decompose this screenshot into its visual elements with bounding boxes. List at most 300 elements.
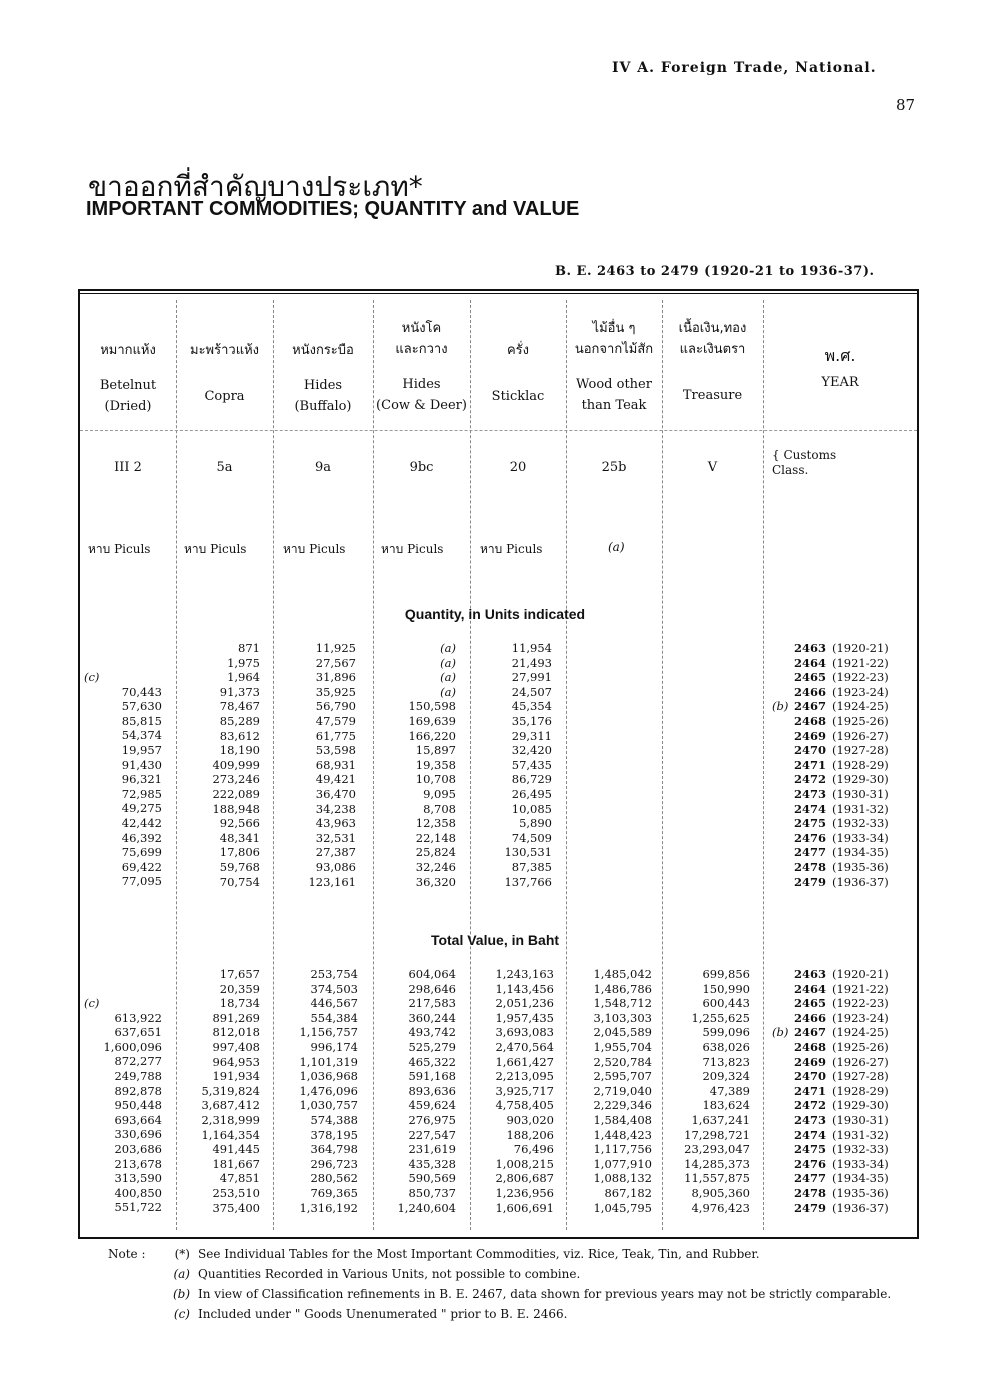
year-be: 2473 (793, 1112, 826, 1127)
year-row (772, 641, 889, 656)
table-cell: 491,445 (212, 1142, 260, 1157)
col-header-copra: มะพร้าวแห้ง Copra (190, 343, 259, 404)
unit-hides-buffalo: หาบ Piculs (283, 542, 346, 556)
year-mark: (b) (772, 1025, 789, 1040)
table-cell: 1,164,354 (201, 1127, 260, 1142)
table-cell: 8,905,360 (691, 1185, 750, 1200)
year-be: 2468 (793, 1039, 826, 1054)
table-cell: 83,612 (219, 728, 260, 743)
table-cell: 23,293,047 (684, 1142, 750, 1157)
table-cell: 1,661,427 (495, 1054, 554, 1069)
unit-copra: หาบ Piculs (184, 542, 247, 556)
table-cell: 867,182 (604, 1185, 652, 1200)
table-cell: 2,470,564 (495, 1039, 554, 1054)
table-cell: 1,101,319 (299, 1054, 358, 1069)
table-cell: 222,089 (212, 786, 260, 801)
table-cell: 1,088,132 (593, 1171, 652, 1186)
table-cell: 713,823 (702, 1054, 750, 1069)
table-cell: 11,954 (511, 641, 552, 655)
year-ad: (1932-33) (832, 816, 889, 831)
year-ad: (1927-28) (832, 743, 889, 758)
year-be: 2467 (793, 1025, 826, 1040)
table-cell: 150,598 (408, 699, 456, 714)
table-cell: 400,850 (114, 1185, 162, 1200)
year-ad: (1934-35) (832, 1171, 889, 1186)
table-cell: 1,036,968 (299, 1069, 358, 1084)
table-cell: 872,277 (114, 1054, 162, 1069)
table-cell: 253,754 (310, 967, 358, 981)
table-cell: 47,851 (219, 1171, 260, 1186)
table-cell: 600,443 (702, 996, 750, 1011)
val-copra-col (180, 967, 260, 1215)
qty-betelnut-col (84, 670, 162, 889)
year-row (772, 845, 889, 860)
table-cell: 227,547 (408, 1127, 456, 1142)
table-cell: 72,985 (121, 786, 162, 801)
table-cell: 42,442 (121, 815, 162, 830)
table-cell: 2,229,346 (593, 1098, 652, 1113)
table-cell: 493,742 (408, 1025, 456, 1040)
year-row (772, 1098, 889, 1113)
year-row (772, 772, 889, 787)
year-ad: (1920-21) (832, 641, 889, 655)
year-ad: (1926-27) (832, 1054, 889, 1069)
table-cell: 57,630 (121, 699, 162, 714)
table-cell: 59,768 (219, 859, 260, 874)
table-cell: 1,008,215 (495, 1156, 554, 1171)
table-cell: 49,275 (121, 801, 162, 816)
year-be: 2478 (793, 859, 826, 874)
table-cell: 61,775 (315, 728, 356, 743)
year-row (772, 996, 889, 1011)
table-cell: 213,678 (114, 1156, 162, 1171)
table-cell: 75,699 (121, 845, 162, 860)
table-cell: 997,408 (212, 1039, 260, 1054)
table-cell: 183,624 (702, 1098, 750, 1113)
table-cell: 87,385 (511, 859, 552, 874)
table-cell: 85,289 (219, 713, 260, 728)
table-cell: 950,448 (114, 1098, 162, 1113)
table-cell: 903,020 (506, 1112, 554, 1127)
table-cell: 1,030,757 (299, 1098, 358, 1113)
table-cell: 17,806 (219, 845, 260, 860)
year-ad: (1926-27) (832, 728, 889, 743)
table-cell: 19,358 (415, 757, 456, 772)
table-cell: 693,664 (114, 1112, 162, 1127)
table-cell: 590,569 (408, 1171, 456, 1186)
column-divider (566, 300, 567, 1230)
table-cell: 613,922 (114, 1010, 162, 1025)
table-cell: 17,298,721 (684, 1127, 750, 1142)
table-cell: 3,925,717 (495, 1083, 554, 1098)
year-ad: (1922-23) (832, 670, 889, 685)
table-cell: 1,606,691 (495, 1200, 554, 1215)
table-cell: 1,156,757 (299, 1025, 358, 1040)
table-cell: 3,687,412 (201, 1098, 260, 1113)
year-row (772, 729, 889, 744)
table-cell: 1,486,786 (593, 981, 652, 996)
year-be: 2472 (793, 772, 826, 787)
val-sticklac-col (472, 967, 554, 1215)
table-cell: 57,435 (511, 757, 552, 772)
year-ad: (1933-34) (832, 830, 889, 845)
class-wood: 25b (601, 460, 627, 475)
table-cell: 96,321 (121, 772, 162, 787)
col-header-sticklac: ครั่ง Sticklac (491, 343, 545, 404)
table-cell: 68,931 (315, 757, 356, 772)
column-divider (763, 300, 764, 1230)
table-cell: 2,213,095 (495, 1069, 554, 1084)
year-row (772, 656, 889, 671)
table-cell: 169,639 (408, 713, 456, 728)
table-cell: 93,086 (315, 859, 356, 874)
year-ad: (1931-32) (832, 801, 889, 816)
val-hides-cow-col (376, 967, 456, 1215)
year-ad: (1922-23) (832, 996, 889, 1011)
unit-sticklac: หาบ Piculs (480, 542, 543, 556)
table-cell: 1,975 (227, 655, 260, 670)
col-header-wood: ไม้อื่น ๆ นอกจากไม้สัก Wood other than Teak (574, 321, 654, 413)
table-cell: 32,246 (415, 859, 456, 874)
table-cell: 92,566 (219, 816, 260, 831)
year-row (772, 1201, 889, 1216)
note-row: Note : (*) See Individual Tables for the Most Important Commodities, viz. Rice, Teak, Tin, and Rubber. (108, 1247, 760, 1261)
table-cell: 4,758,405 (495, 1098, 554, 1113)
table-cell: 166,220 (408, 728, 456, 743)
table-cell: 20,359 (219, 981, 260, 996)
year-be: 2477 (793, 845, 826, 860)
table-cell: 893,636 (408, 1083, 456, 1098)
table-cell: 1,117,756 (593, 1142, 652, 1157)
note-row: (c) Included under " Goods Unenumerated " prior to B. E. 2466. (173, 1307, 568, 1321)
col-header-hides-cow: หนังโคและกวาง Hides (Cow & Deer) (376, 321, 467, 413)
table-cell: 374,503 (310, 981, 358, 996)
unit-hides-cow: หาบ Piculs (381, 542, 444, 556)
table-cell: 78,467 (219, 699, 260, 714)
column-divider (176, 300, 177, 1230)
table-cell: 43,963 (315, 816, 356, 831)
table-cell: 188,948 (212, 801, 260, 816)
col-header-hides-buffalo: หนังกระบือ Hides (Buffalo) (292, 343, 354, 414)
table-cell: 891,269 (212, 1010, 260, 1025)
table-cell: 27,567 (315, 655, 356, 670)
table-cell: 14,285,373 (684, 1156, 750, 1171)
table-cell: 1,476,096 (299, 1083, 358, 1098)
unit-wood: (a) (608, 540, 625, 554)
val-wood-col (570, 967, 652, 1215)
year-be: 2464 (793, 981, 826, 996)
year-row (772, 758, 889, 773)
table-cell: 554,384 (310, 1010, 358, 1025)
table-cell: 47,579 (315, 713, 356, 728)
table-cell: 638,026 (702, 1039, 750, 1054)
table-cell: 892,878 (114, 1083, 162, 1098)
class-hides-buffalo: 9a (314, 460, 332, 475)
table-cell: 18,734 (219, 996, 260, 1011)
year-ad: (1935-36) (832, 1185, 889, 1200)
year-be: 2468 (793, 713, 826, 728)
table-cell: 70,443 (121, 684, 162, 699)
table-cell: 996,174 (310, 1039, 358, 1054)
year-be: 2475 (793, 1142, 826, 1157)
table-cell: 280,562 (310, 1171, 358, 1186)
table-cell: 35,176 (511, 713, 552, 728)
table-cell: 1,600,096 (103, 1039, 162, 1054)
table-cell: (a) (440, 655, 456, 670)
note-row: (b) In view of Classification refinements in B. E. 2467, data shown for previous years may not be strictly comparable. (172, 1287, 892, 1301)
column-divider (373, 300, 374, 1230)
notes-block (108, 1244, 891, 1324)
year-row (772, 1040, 889, 1055)
table-cell: 551,722 (114, 1200, 162, 1215)
table-cell: 2,045,589 (593, 1025, 652, 1040)
table-cell: 599,096 (702, 1025, 750, 1040)
table-cell: 10,085 (511, 801, 552, 816)
year-ad: (1935-36) (832, 859, 889, 874)
table-cell: 1,243,163 (495, 967, 554, 981)
table-cell: 10,708 (415, 772, 456, 787)
table-cell: 191,934 (212, 1069, 260, 1084)
year-row (772, 1069, 889, 1084)
table-cell: (c) (84, 670, 100, 684)
table-cell: 276,975 (408, 1112, 456, 1127)
thai-title: ขาออกที่สำคัญบางประเภท* (88, 170, 423, 203)
year-ad: (1923-24) (832, 1010, 889, 1025)
table-cell: (a) (440, 684, 456, 699)
year-be: 2474 (793, 801, 826, 816)
year-be: 2470 (793, 743, 826, 758)
val-betelnut-col (84, 996, 162, 1215)
year-row (772, 1025, 889, 1040)
year-row (772, 1142, 889, 1157)
table-cell: 22,148 (415, 830, 456, 845)
year-row (772, 787, 889, 802)
table-cell: 574,388 (310, 1112, 358, 1127)
year-be: 2465 (793, 996, 826, 1011)
table-cell: 188,206 (506, 1127, 554, 1142)
table-cell: 48,341 (219, 830, 260, 845)
table-cell: 1,448,423 (593, 1127, 652, 1142)
table-cell: 12,358 (415, 816, 456, 831)
year-row (772, 1157, 889, 1172)
table-cell: 26,495 (511, 786, 552, 801)
table-cell: 604,064 (408, 967, 456, 981)
table-cell: 130,531 (504, 845, 552, 860)
year-be: 2472 (793, 1098, 826, 1113)
table-cell: 32,420 (511, 743, 552, 758)
table-cell: 69,422 (121, 859, 162, 874)
qty-copra-col (180, 641, 260, 889)
year-row (772, 1011, 889, 1026)
year-be: 2469 (793, 1054, 826, 1069)
year-row (772, 1113, 889, 1128)
table-cell: 17,657 (219, 967, 260, 981)
year-row (772, 685, 889, 700)
table-cell: 31,896 (315, 670, 356, 685)
table-cell: 1,077,910 (593, 1156, 652, 1171)
year-row (772, 1084, 889, 1099)
year-row (772, 1186, 889, 1201)
table-cell: 2,806,687 (495, 1171, 554, 1186)
table-cell: 1,143,456 (495, 981, 554, 996)
year-be: 2463 (793, 641, 826, 655)
year-ad: (1923-24) (832, 684, 889, 699)
table-cell: 249,788 (114, 1068, 162, 1083)
table-cell: 591,168 (408, 1069, 456, 1084)
table-cell: 91,430 (121, 757, 162, 772)
table-cell: 435,328 (408, 1156, 456, 1171)
year-ad: (1920-21) (832, 967, 889, 981)
class-treasure: V (707, 460, 718, 475)
table-cell: 699,856 (702, 967, 750, 981)
table-cell: 1,957,435 (495, 1010, 554, 1025)
qty-hides-buffalo-col (276, 641, 356, 889)
table-cell: 2,595,707 (593, 1069, 652, 1084)
table-cell: 1,045,795 (593, 1200, 652, 1215)
year-ad: (1925-26) (832, 1039, 889, 1054)
year-row (772, 1128, 889, 1143)
page-title: IMPORTANT COMMODITIES; QUANTITY and VALUE (86, 198, 580, 220)
year-row (772, 831, 889, 846)
year-be: 2473 (793, 786, 826, 801)
table-cell: 19,957 (121, 742, 162, 757)
value-section-title: Total Value, in Baht (430, 932, 560, 948)
table-cell: 36,320 (415, 874, 456, 889)
year-row (772, 982, 889, 997)
table-cell: 86,729 (511, 772, 552, 787)
column-divider (273, 300, 274, 1230)
year-ad: (1929-30) (832, 1098, 889, 1113)
table-cell: 11,925 (315, 641, 356, 655)
year-ad: (1921-22) (832, 655, 889, 670)
table-cell: 11,557,875 (684, 1171, 750, 1186)
class-copra: 5a (216, 460, 233, 475)
table-cell: 1,485,042 (593, 967, 652, 981)
year-row (772, 875, 889, 890)
year-be: 2467 (793, 699, 826, 714)
table-cell: 273,246 (212, 772, 260, 787)
year-row (772, 1171, 889, 1186)
qty-year-col (772, 641, 889, 889)
table-cell: 54,374 (121, 728, 162, 743)
val-treasure-col (664, 967, 750, 1215)
table-cell: 203,686 (114, 1141, 162, 1156)
year-ad: (1924-25) (832, 699, 889, 714)
table-cell: 871 (238, 641, 260, 655)
table-cell: 91,373 (219, 684, 260, 699)
col-header-year: พ.ศ. YEAR (821, 346, 859, 390)
year-ad: (1934-35) (832, 845, 889, 860)
table-cell: 18,190 (219, 743, 260, 758)
year-ad: (1928-29) (832, 757, 889, 772)
year-row (772, 816, 889, 831)
year-be: 2471 (793, 1083, 826, 1098)
val-hides-buffalo-col (276, 967, 358, 1215)
table-cell: 253,510 (212, 1185, 260, 1200)
year-be: 2476 (793, 830, 826, 845)
table-cell: 231,619 (408, 1142, 456, 1157)
quantity-section-title: Quantity, in Units indicated (404, 606, 586, 622)
table-cell: 298,646 (408, 981, 456, 996)
table-cell: 850,737 (408, 1185, 456, 1200)
table-cell: 465,322 (408, 1054, 456, 1069)
year-row (772, 802, 889, 817)
table-cell: 1,637,241 (691, 1112, 750, 1127)
class-customs-label: { Customs Class. (772, 448, 837, 477)
table-cell: 1,964 (227, 670, 260, 685)
column-divider (662, 300, 663, 1230)
table-cell: 8,708 (423, 801, 456, 816)
year-ad: (1930-31) (832, 786, 889, 801)
year-be: 2464 (793, 655, 826, 670)
section-header: IV A. Foreign Trade, National. (612, 60, 877, 76)
table-cell: 1,316,192 (299, 1200, 358, 1215)
table-cell: 53,598 (315, 743, 356, 758)
table-cell: 32,531 (315, 830, 356, 845)
table-cell: 49,421 (315, 772, 356, 787)
table-cell: 15,897 (415, 743, 456, 758)
year-row (772, 1055, 889, 1070)
year-ad: (1924-25) (832, 1025, 889, 1040)
table-cell: 56,790 (315, 699, 356, 714)
table-cell: (c) (84, 996, 100, 1010)
table-cell: 2,520,784 (593, 1054, 652, 1069)
year-ad: (1936-37) (832, 1200, 889, 1215)
table-cell: 3,693,083 (495, 1025, 554, 1040)
table-cell: 313,590 (114, 1171, 162, 1186)
table-cell: 25,824 (415, 845, 456, 860)
table-cell: 181,667 (212, 1156, 260, 1171)
table-cell: 74,509 (511, 830, 552, 845)
table-cell: 3,103,303 (593, 1010, 652, 1025)
table-cell: 70,754 (219, 874, 260, 889)
qty-hides-cow-col (376, 641, 456, 889)
table-cell: 378,195 (310, 1127, 358, 1142)
table-cell: 2,318,999 (201, 1112, 260, 1127)
year-row (772, 967, 889, 982)
year-row (772, 743, 889, 758)
year-be: 2477 (793, 1171, 826, 1186)
table-cell: 330,696 (114, 1127, 162, 1142)
header-rule (80, 430, 917, 431)
table-cell: 34,238 (315, 801, 356, 816)
table-cell: 4,976,423 (691, 1200, 750, 1215)
year-ad: (1932-33) (832, 1142, 889, 1157)
table-cell: 1,240,604 (397, 1200, 456, 1215)
table-cell: 525,279 (408, 1039, 456, 1054)
qty-sticklac-col (472, 641, 552, 889)
table-cell: 459,624 (408, 1098, 456, 1113)
table-cell: 5,890 (519, 816, 552, 831)
year-be: 2466 (793, 1010, 826, 1025)
year-ad: (1927-28) (832, 1069, 889, 1084)
column-divider (470, 300, 471, 1230)
year-be: 2476 (793, 1156, 826, 1171)
year-be: 2479 (793, 874, 826, 889)
year-row (772, 860, 889, 875)
class-hides-cow: 9bc (409, 460, 434, 475)
table-cell: (a) (440, 641, 456, 655)
year-be: 2470 (793, 1069, 826, 1084)
year-ad: (1921-22) (832, 981, 889, 996)
table-cell: 1,548,712 (593, 996, 652, 1011)
class-sticklac: 20 (509, 460, 527, 475)
year-be: 2474 (793, 1127, 826, 1142)
table-cell: 2,051,236 (495, 996, 554, 1011)
table-cell: 2,719,040 (593, 1083, 652, 1098)
table-cell: 46,392 (121, 830, 162, 845)
col-header-treasure: เนื้อเงิน,ทองและเงินตรา Treasure (678, 321, 747, 403)
